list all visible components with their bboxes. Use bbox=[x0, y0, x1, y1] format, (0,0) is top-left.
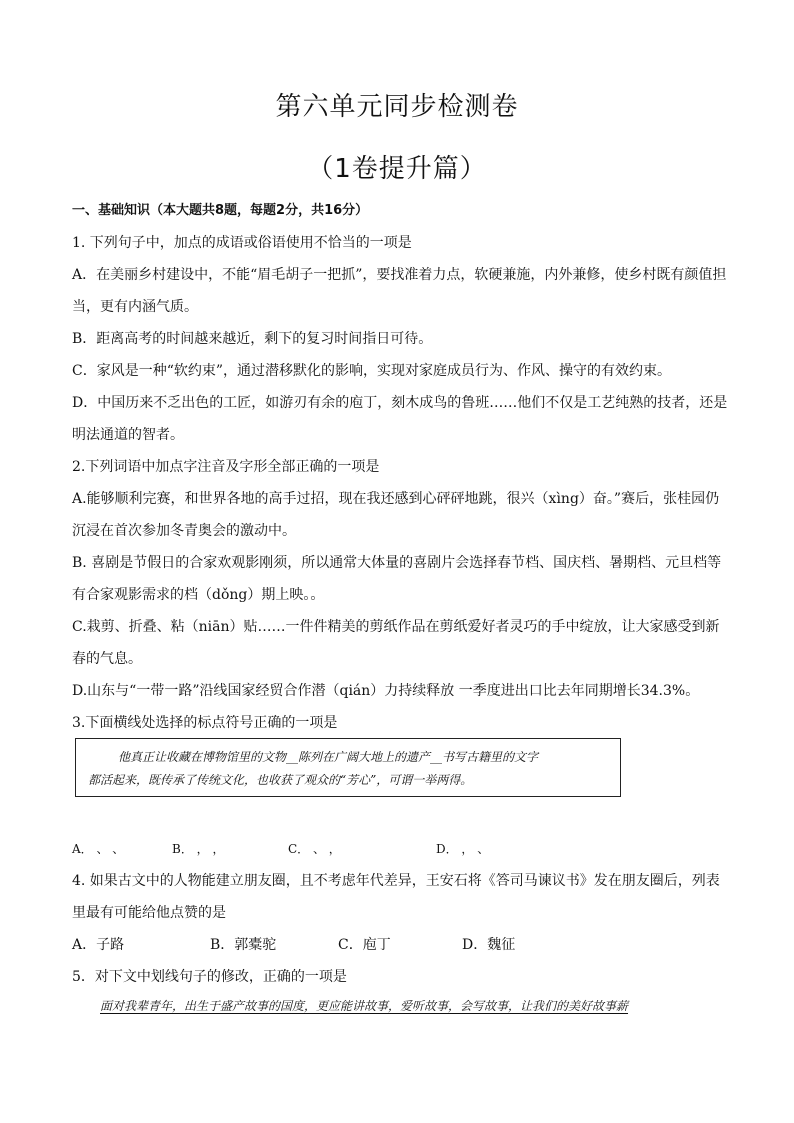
q3-stem: 3.下面横线处选择的标点符号正确的一项是 bbox=[72, 715, 338, 731]
q3-passage-line2: 都活起来，既传承了传统文化，也收获了观众的“芳心”，可谓一举两得。 bbox=[88, 773, 473, 787]
q4-option-d: D．魏征 bbox=[462, 937, 516, 953]
q4-option-b: B．郭橐驼 bbox=[210, 937, 277, 953]
q1-option-d-line1: D．中国历来不乏出色的工匠，如游刃有余的庖丁，刻木成鸟的鲁班……他们不仅是工艺纯熟的技者，还是 bbox=[72, 395, 728, 411]
q2-option-b-line1: B. 喜剧是节假日的合家欢观影刚须，所以通常大体量的喜剧片会选择春节档、国庆档、暑期档、元旦档等 bbox=[72, 555, 722, 571]
q2-option-d: D.山东与“一带一路”沿线国家经贸合作潜（qián）力持续释放 一季度进出口比去年同期增长34.3%。 bbox=[72, 683, 700, 699]
q1-option-c: C．家风是一种“软约束”，通过潜移默化的影响，实现对家庭成员行为、作风、操守的有效约束。 bbox=[72, 363, 672, 379]
q1-option-a-line1: A．在美丽乡村建设中，不能“眉毛胡子一把抓”，要找准着力点，软硬兼施，内外兼修，使乡村既有颜值担 bbox=[72, 267, 727, 283]
q2-option-c-line1: C.栽剪、折叠、粘（niān）贴……一件件精美的剪纸作品在剪纸爱好者灵巧的手中绽放，让大家感受到新 bbox=[72, 619, 720, 635]
q3-option-b: B． ， ， bbox=[172, 842, 225, 856]
q1-option-d-line2: 明法通道的智者。 bbox=[72, 427, 184, 443]
q1-stem: 1. 下列句子中，加点的成语或俗语使用不恰当的一项是 bbox=[72, 235, 412, 251]
q2-stem: 2.下列词语中加点字注音及字形全部正确的一项是 bbox=[72, 459, 380, 475]
q4-stem-line2: 里最有可能给他点赞的是 bbox=[72, 905, 226, 921]
q3-options bbox=[72, 839, 724, 859]
q4-option-c: C．庖丁 bbox=[338, 937, 391, 953]
q4-options bbox=[72, 935, 724, 955]
q2-option-a-line1: A.能够顺利完赛，和世界各地的高手过招，现在我还感到心砰砰地跳，很兴（xìng）奋。”赛后，张桂园仍 bbox=[72, 491, 720, 507]
page-subtitle: （1卷提升篇） bbox=[307, 154, 487, 184]
q2-option-b-line2: 有合家观影需求的档（dǒng）期上映。。 bbox=[72, 587, 325, 603]
section-heading: 一、基础知识（本大题共8题，每题2分，共16分） bbox=[72, 203, 369, 218]
q3-option-c: C． 、 ， bbox=[288, 842, 341, 856]
q1-option-b: B．距离高考的时间越来越近，剩下的复习时间指日可待。 bbox=[72, 331, 433, 347]
q3-passage-line1: 他真正让收藏在博物馆里的文物__陈列在广阔大地上的遗产__书写古籍里的文字 bbox=[118, 750, 539, 764]
page-title: 第六单元同步检测卷 bbox=[275, 92, 519, 122]
q4-stem-line1: 4. 如果古文中的人物能建立朋友圈，且不考虑年代差异，王安石将《答司马谏议书》发在朋友圈后，列表 bbox=[72, 873, 720, 889]
q2-option-a-line2: 沉浸在首次参加冬青奥会的激动中。 bbox=[72, 523, 296, 539]
q4-option-a: A．子路 bbox=[72, 937, 125, 953]
q2-option-c-line2: 春的气息。 bbox=[72, 651, 142, 667]
q3-passage-box bbox=[75, 738, 621, 797]
q1-option-a-line2: 当，更有内涵气质。 bbox=[72, 299, 198, 315]
q5-passage: 面对我辈青年，出生于盛产故事的国度，更应能讲故事，爱听故事，会写故事，让我们的美好故事薪 bbox=[100, 999, 629, 1013]
q3-option-a: A． 、 、 bbox=[72, 842, 125, 856]
q3-option-d: D． ， 、 bbox=[436, 842, 490, 856]
q5-stem: 5．对下文中划线句子的修改，正确的一项是 bbox=[72, 969, 347, 985]
